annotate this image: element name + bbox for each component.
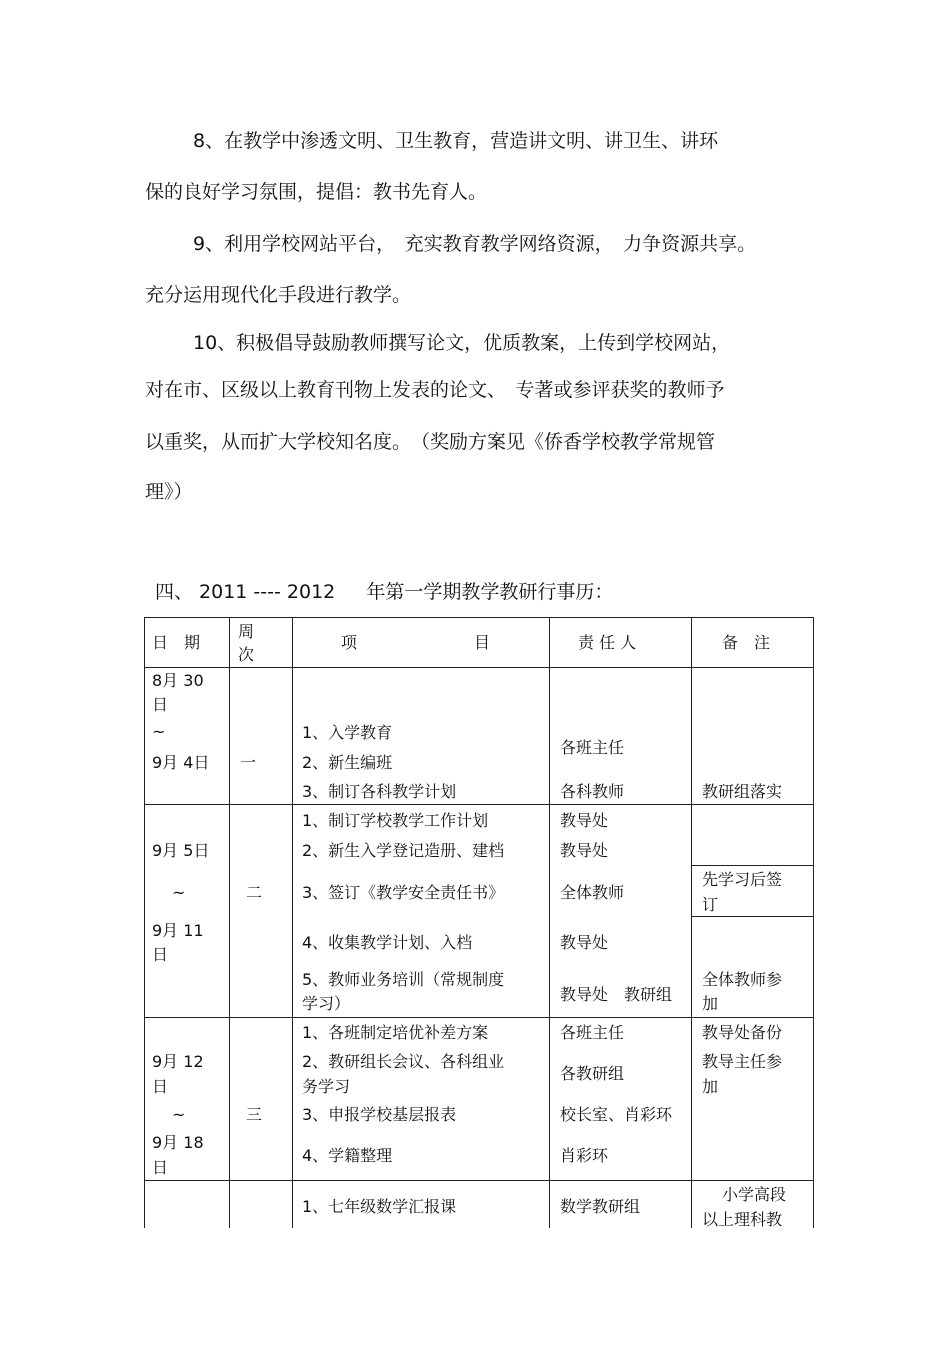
paragraph-9-line-2: 充分运用现代化手段进行教学。 bbox=[145, 284, 412, 306]
header-item-right: 目 bbox=[474, 633, 491, 652]
row3-note: 加 bbox=[702, 1077, 719, 1096]
row3-date-line: 日 bbox=[152, 1158, 169, 1177]
row3-item: 2、教研组长会议、各科组业 bbox=[302, 1052, 505, 1071]
row1-item: 2、新生编班 bbox=[302, 753, 393, 772]
row2-owner: 教导处 bbox=[560, 933, 609, 952]
row1-date-line: ~ bbox=[152, 722, 166, 741]
paragraph-8-line-2: 保的良好学习氛围，提倡：教书先育人。 bbox=[145, 181, 488, 203]
row2-item: 2、新生入学登记造册、建档 bbox=[302, 841, 505, 860]
table-rule bbox=[691, 865, 814, 866]
table-rule bbox=[144, 617, 145, 1228]
header-week-line-2: 次 bbox=[238, 645, 255, 664]
row3-item: 4、学籍整理 bbox=[302, 1146, 393, 1165]
header-date: 日 期 bbox=[152, 633, 201, 652]
row2-week: 二 bbox=[246, 883, 263, 902]
row2-item: 4、收集教学计划、入档 bbox=[302, 933, 473, 952]
table-rule bbox=[144, 1017, 814, 1018]
row2-date-line: 日 bbox=[152, 945, 169, 964]
row4-note: 小学高段 bbox=[722, 1185, 787, 1204]
row2-owner: 教导处 bbox=[560, 841, 609, 860]
row1-week: 一 bbox=[240, 753, 257, 772]
row3-item: 务学习 bbox=[302, 1077, 351, 1096]
table-rule bbox=[144, 1180, 814, 1181]
table-rule bbox=[144, 617, 814, 618]
row3-date-line: 日 bbox=[152, 1077, 169, 1096]
header-item-left: 项 bbox=[341, 633, 358, 652]
row1-note: 教研组落实 bbox=[702, 782, 783, 801]
row2-owner: 教导处 bbox=[560, 811, 609, 830]
row2-owner: 全体教师 bbox=[560, 883, 625, 902]
table-rule bbox=[549, 617, 550, 1228]
paragraph-10-line-4: 理》） bbox=[145, 481, 193, 503]
row2-note: 订 bbox=[702, 895, 719, 914]
row2-date-line: 9月 5日 bbox=[152, 841, 210, 860]
table-rule bbox=[229, 617, 230, 1228]
table-rule bbox=[813, 617, 814, 1228]
row3-note: 教导处备份 bbox=[702, 1023, 783, 1042]
row3-date-line: 9月 12 bbox=[152, 1052, 204, 1071]
row3-note: 教导主任参 bbox=[702, 1052, 783, 1071]
row1-owner: 各科教师 bbox=[560, 782, 625, 801]
row3-date-line: 9月 18 bbox=[152, 1133, 204, 1152]
table-rule bbox=[144, 804, 814, 805]
row3-date-line: ~ bbox=[172, 1105, 186, 1124]
row3-item: 3、申报学校基层报表 bbox=[302, 1105, 457, 1124]
row2-item: 5、教师业务培训（常规制度 bbox=[302, 970, 505, 989]
row1-item: 1、入学教育 bbox=[302, 723, 393, 742]
header-week-line-1: 周 bbox=[238, 622, 255, 641]
row2-owner: 教导处 教研组 bbox=[560, 985, 673, 1004]
row4-item: 1、七年级数学汇报课 bbox=[302, 1197, 457, 1216]
row1-date-line: 9月 4日 bbox=[152, 753, 210, 772]
row3-week: 三 bbox=[246, 1105, 263, 1124]
row4-note: 以上理科教 bbox=[702, 1210, 783, 1229]
header-note: 备 注 bbox=[722, 633, 771, 652]
row4-owner: 数学教研组 bbox=[560, 1197, 641, 1216]
row3-owner: 各教研组 bbox=[560, 1064, 625, 1083]
paragraph-10-line-3: 以重奖，从而扩大学校知名度。 （奖励方案见《侨香学校教学常规管 bbox=[145, 431, 716, 453]
paragraph-10-line-2: 对在市、区级以上教育刊物上发表的论文、 专著或参评获奖的教师予 bbox=[145, 379, 725, 401]
row1-item: 3、制订各科教学计划 bbox=[302, 782, 457, 801]
row1-owner: 各班主任 bbox=[560, 738, 625, 757]
row2-note: 加 bbox=[702, 994, 719, 1013]
row1-date-line: 日 bbox=[152, 695, 169, 714]
row2-item: 3、签订《教学安全责任书》 bbox=[302, 883, 505, 902]
header-owner: 责 任 人 bbox=[578, 633, 637, 652]
table-rule bbox=[691, 916, 814, 917]
table-rule bbox=[144, 667, 814, 668]
table-rule bbox=[691, 617, 692, 1228]
row2-date-line: ~ bbox=[172, 883, 186, 902]
paragraph-8-line-1: 8、在教学中渗透文明、卫生教育，营造讲文明、讲卫生、讲环 bbox=[193, 130, 719, 152]
row3-owner: 各班主任 bbox=[560, 1023, 625, 1042]
row2-item: 学习） bbox=[302, 994, 351, 1013]
paragraph-10-line-1: 10、积极倡导鼓励教师撰写论文，优质教案，上传到学校网站， bbox=[193, 332, 731, 354]
table-rule bbox=[292, 617, 293, 1228]
row3-owner: 校长室、肖彩环 bbox=[560, 1105, 673, 1124]
row3-item: 1、各班制定培优补差方案 bbox=[302, 1023, 489, 1042]
paragraph-9-line-1: 9、利用学校网站平台， 充实教育教学网络资源， 力争资源共享。 bbox=[193, 233, 757, 255]
row1-date-line: 8月 30 bbox=[152, 671, 204, 690]
row2-date-line: 9月 11 bbox=[152, 921, 204, 940]
row2-note: 全体教师参 bbox=[702, 970, 783, 989]
section-title: 四、 2011 ---- 2012 年第一学期教学教研行事历： bbox=[155, 581, 614, 603]
row3-owner: 肖彩环 bbox=[560, 1146, 609, 1165]
row2-note: 先学习后签 bbox=[702, 870, 783, 889]
row2-item: 1、制订学校教学工作计划 bbox=[302, 811, 489, 830]
